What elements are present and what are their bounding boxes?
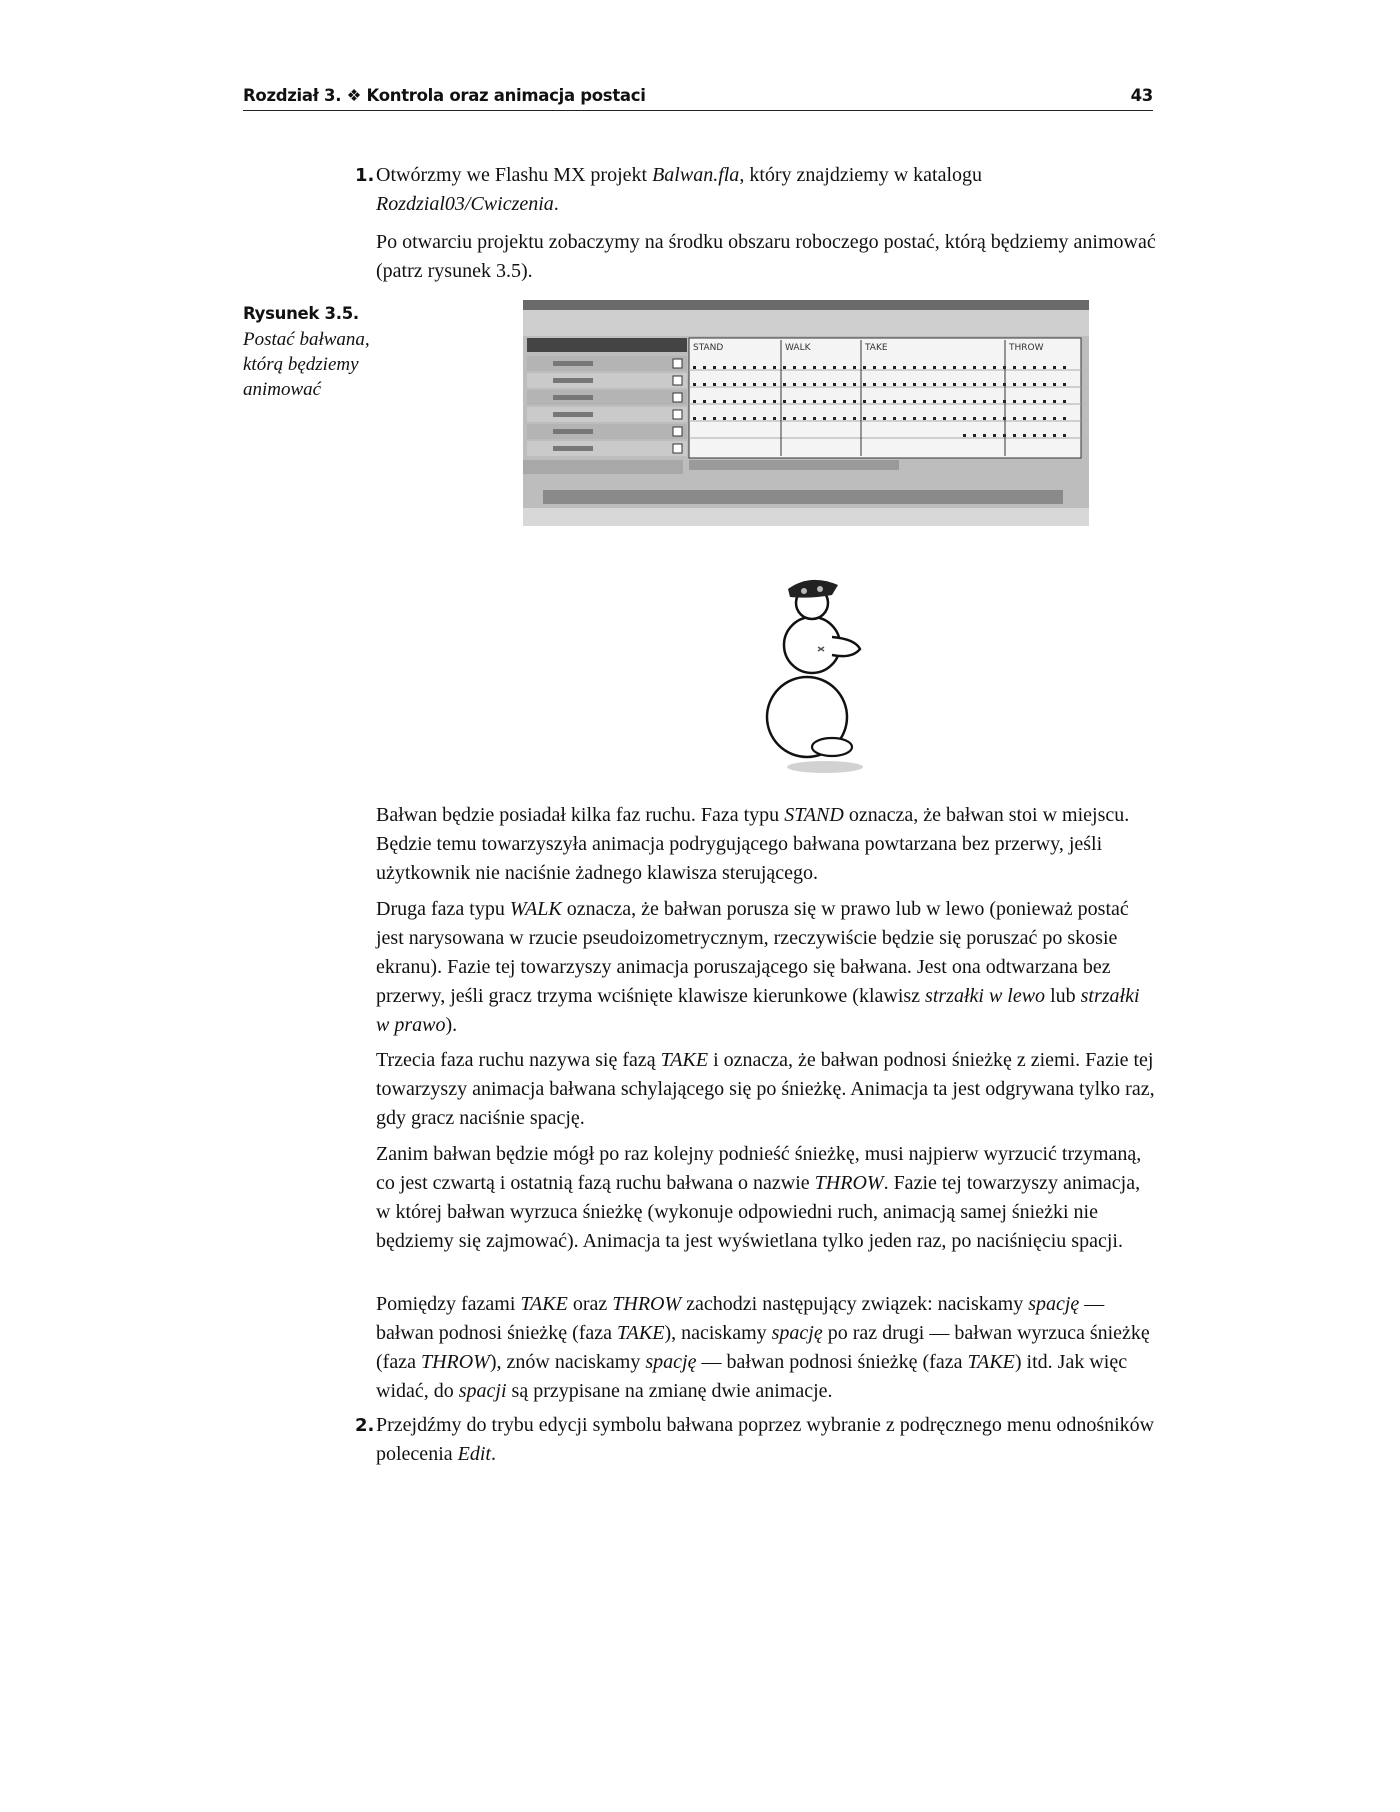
paragraph-take: Trzecia faza ruchu nazywa się fazą TAKE i oznacza, że bałwan podnosi śnieżkę z ziemi. Fazie tej towarzyszy animacja bałwana schylającego się po śnieżkę. Animacja ta jest odgrywana tylko raz, gdy gracz naciśnie spację. (376, 1049, 1155, 1129)
page-number: 43 (1130, 86, 1153, 105)
chapter-title: Rozdział 3. ❖ Kontrola oraz animacja postaci (243, 86, 646, 105)
step-1-text: Otwórzmy we Flashu MX projekt Balwan.fla, który znajdziemy w katalogu Rozdzial03/Cwiczenia. (376, 164, 983, 215)
frame-label-stand: STAND (693, 343, 724, 353)
paragraph-throw: Zanim bałwan będzie mógł po raz kolejny podnieść śnieżkę, musi najpierw wyrzucić trzymaną, co jest czwartą i ostatnią fazą ruchu bałwana o nazwie THROW. Fazie tej towarzyszy animacja, w której bałwan wyrzuca śnieżkę (wykonuje odpowiedni ruch, animacją samej śnieżki nie będziemy się zajmować). Animacja ta jest wyświetlana tylko jeden raz, po naciśnięciu spacji. (376, 1143, 1142, 1252)
paragraph-take-throw-relation: Pomiędzy fazami TAKE oraz THROW zachodzi następujący związek: naciskamy spację — bałwan podnosi śnieżkę (faza TAKE), naciskamy spację po raz drugi — bałwan wyrzuca śnieżkę (faza THROW), znów naciskamy spację — bałwan podnosi śnieżkę (faza TAKE) itd. Jak więc widać, do spacji są przypisane na zmianę dwie animacje. (376, 1293, 1150, 1402)
snowman-figure (760, 567, 890, 777)
frame-label-throw: THROW (1009, 343, 1044, 353)
figure-caption-text: Postać bałwana, którą będziemy animować (243, 329, 370, 400)
step-1-number: 1. (355, 165, 375, 186)
paragraph-stand: Bałwan będzie posiadał kilka faz ruchu. Faza typu STAND oznacza, że bałwan stoi w miejscu. Będzie temu towarzyszyła animacja podrygującego bałwana powtarzana bez przerwy, jeśli użytkownik nie naciśnie żadnego klawisza sterującego. (376, 804, 1130, 884)
flash-timeline-screenshot (523, 300, 1089, 526)
paragraph-walk: Druga faza typu WALK oznacza, że bałwan porusza się w prawo lub w lewo (ponieważ postać jest narysowana w rzucie pseudoizometrycznym, rzeczywiście będzie się poruszać po skosie ekranu). Fazie tej towarzyszy animacja poruszającego się bałwana. Jest ona odtwarzana bez przerwy, jeśli gracz trzyma wciśnięte klawisze kierunkowe (klawisz strzałki w lewo lub strzałki w prawo). (376, 898, 1140, 1036)
figure-caption (243, 303, 393, 402)
frame-label-walk: WALK (785, 343, 811, 353)
figure-label: Rysunek 3.5. (243, 304, 359, 323)
paragraph-open-project: Po otwarciu projektu zobaczymy na środku obszaru roboczego postać, którą będziemy animować (patrz rysunek 3.5). (376, 231, 1156, 282)
running-header (243, 84, 1153, 111)
step-2-text: Przejdźmy do trybu edycji symbolu bałwana poprzez wybranie z podręcznego menu odnośników polecenia Edit. (376, 1414, 1155, 1465)
step-2-number: 2. (355, 1415, 375, 1436)
frame-label-take: TAKE (865, 343, 888, 353)
